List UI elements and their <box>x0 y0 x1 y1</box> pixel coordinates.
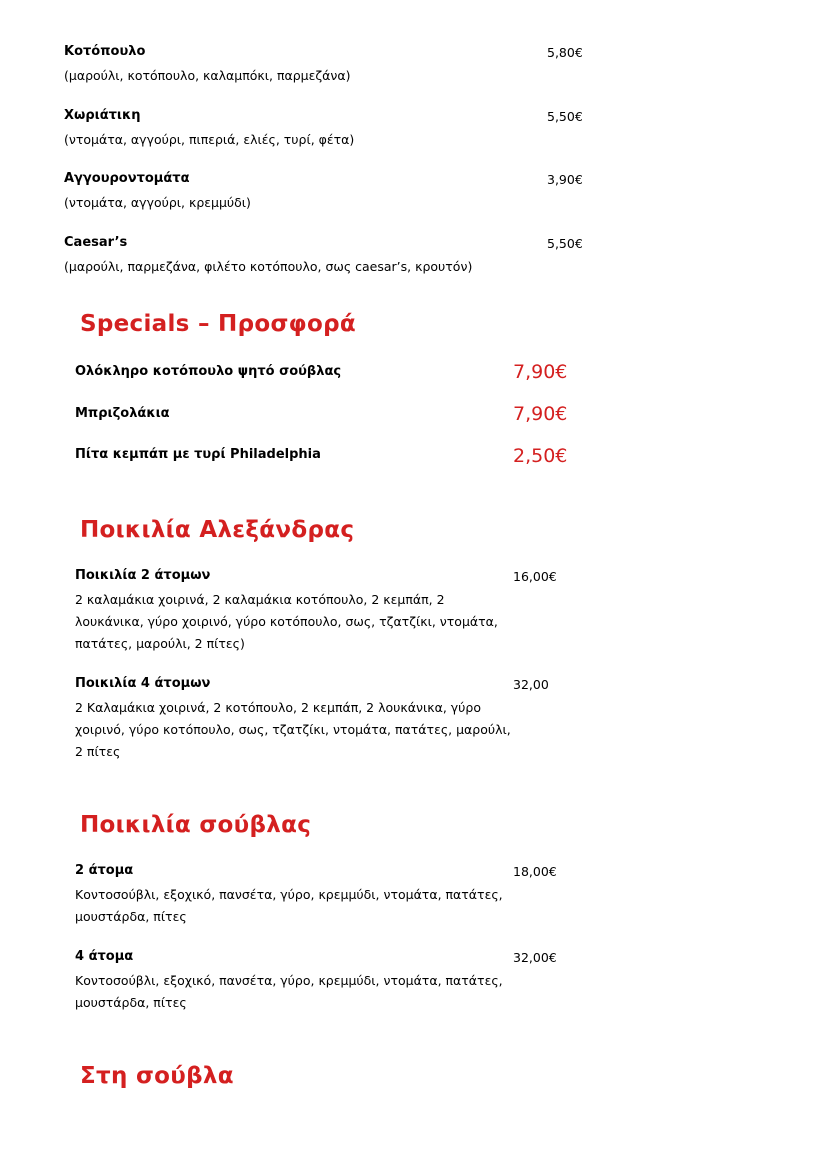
section-heading-alexandras: Ποικιλία Αλεξάνδρας <box>80 517 355 543</box>
item-price: 32,00€ <box>513 950 557 965</box>
section-heading-specials: Specials – Προσφορά <box>80 311 356 337</box>
item-price: 32,00 <box>513 677 549 692</box>
item-price: 18,00€ <box>513 864 557 879</box>
item-description: Κοντοσούβλι, εξοχικό, πανσέτα, γύρο, κρεμμύδι, ντομάτα, πατάτες, <box>75 973 503 988</box>
item-description: (μαρούλι, παρμεζάνα, φιλέτο κοτόπουλο, σως caesar’s, κρουτόν) <box>64 259 473 274</box>
item-description: (ντομάτα, αγγούρι, κρεμμύδι) <box>64 195 251 210</box>
special-item-name: Πίτα κεμπάπ με τυρί Philadelphia <box>75 447 321 462</box>
section-heading-sti-souvla: Στη σούβλα <box>80 1063 234 1089</box>
special-item-price: 2,50€ <box>513 445 568 467</box>
item-description: 2 καλαμάκια χοιρινά, 2 καλαμάκια κοτόπουλο, 2 κεμπάπ, 2 <box>75 592 445 607</box>
item-name: Αγγουροντομάτα <box>64 171 190 186</box>
item-description: λουκάνικα, γύρο χοιρινό, γύρο κοτόπουλο, σως, τζατζίκι, ντομάτα, <box>75 614 498 629</box>
item-name: Ποικιλία 4 άτομων <box>75 676 211 691</box>
item-name: Caesar’s <box>64 235 128 250</box>
special-item-name: Μπριζολάκια <box>75 406 170 421</box>
item-description: χοιρινό, γύρο κοτόπουλο, σως, τζατζίκι, ντομάτα, πατάτες, μαρούλι, <box>75 722 511 737</box>
item-price: 16,00€ <box>513 569 557 584</box>
special-item-price: 7,90€ <box>513 361 568 383</box>
item-price: 3,90€ <box>547 172 583 187</box>
item-name: 4 άτομα <box>75 949 134 964</box>
item-name: 2 άτομα <box>75 863 134 878</box>
item-description: Κοντοσούβλι, εξοχικό, πανσέτα, γύρο, κρεμμύδι, ντομάτα, πατάτες, <box>75 887 503 902</box>
item-description: 2 πίτες <box>75 744 121 759</box>
item-description: (μαρούλι, κοτόπουλο, καλαμπόκι, παρμεζάνα) <box>64 68 351 83</box>
item-description: μουστάρδα, πίτες <box>75 995 187 1010</box>
item-price: 5,80€ <box>547 45 583 60</box>
item-name: Χωριάτικη <box>64 108 141 123</box>
item-description: πατάτες, μαρούλι, 2 πίτες) <box>75 636 245 651</box>
item-price: 5,50€ <box>547 236 583 251</box>
special-item-price: 7,90€ <box>513 403 568 425</box>
item-name: Ποικιλία 2 άτομων <box>75 568 211 583</box>
item-description: 2 Καλαμάκια χοιρινά, 2 κοτόπουλο, 2 κεμπάπ, 2 λουκάνικα, γύρο <box>75 700 481 715</box>
item-name: Κοτόπουλο <box>64 44 146 59</box>
item-description: (ντομάτα, αγγούρι, πιπεριά, ελιές, τυρί, φέτα) <box>64 132 355 147</box>
item-price: 5,50€ <box>547 109 583 124</box>
section-heading-souvlas: Ποικιλία σούβλας <box>80 812 312 838</box>
special-item-name: Ολόκληρο κοτόπουλο ψητό σούβλας <box>75 364 342 379</box>
item-description: μουστάρδα, πίτες <box>75 909 187 924</box>
